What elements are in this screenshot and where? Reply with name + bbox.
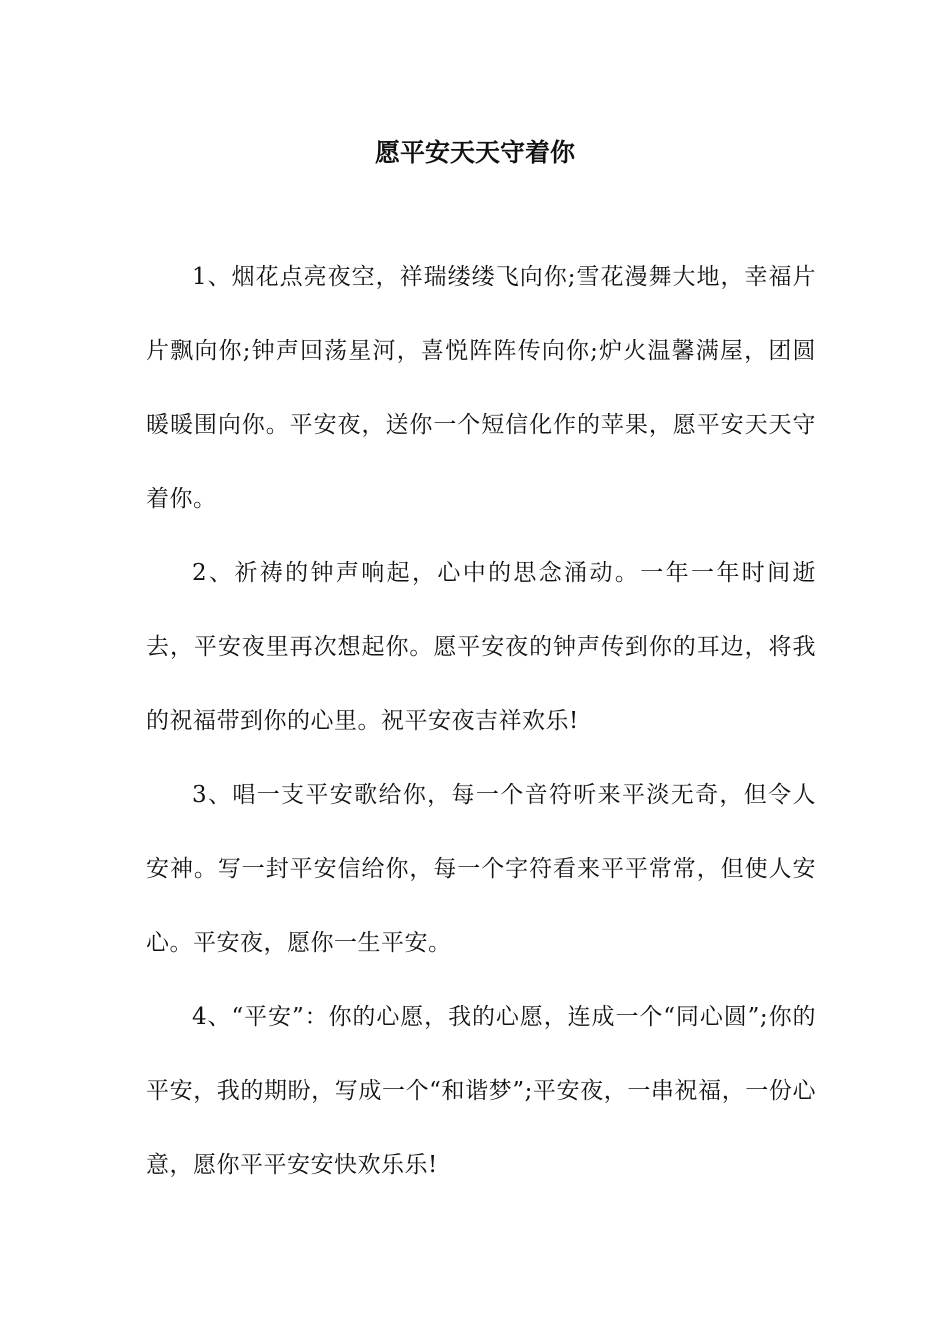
paragraph-4: 4、“平安”：你的心愿，我的心愿，连成一个“同心圆”;你的平安，我的期盼，写成一个“和谐梦”;平安夜，一串祝福，一份心意，愿你平平安安快欢乐乐! <box>146 1004 816 1178</box>
paragraph-2: 2、祈祷的钟声响起，心中的思念涌动。一年一年时间逝去，平安夜里再次想起你。愿平安夜的钟声传到你的耳边，将我的祝福带到你的心里。祝平安夜吉祥欢乐! <box>146 560 816 734</box>
paragraph-3: 3、唱一支平安歌给你，每一个音符听来平淡无奇，但令人安神。写一封平安信给你，每一个字符看来平平常常，但使人安心。平安夜，愿你一生平安。 <box>146 782 816 956</box>
paragraph-1: 1、烟花点亮夜空，祥瑞缕缕飞向你;雪花漫舞大地，幸福片片飘向你;钟声回荡星河，喜悦阵阵传向你;炉火温馨满屋，团圆暖暖围向你。平安夜，送你一个短信化作的苹果，愿平安天天守着你。 <box>146 264 816 512</box>
document-title: 愿平安天天守着你 <box>374 138 575 167</box>
document-body <box>146 240 816 1202</box>
